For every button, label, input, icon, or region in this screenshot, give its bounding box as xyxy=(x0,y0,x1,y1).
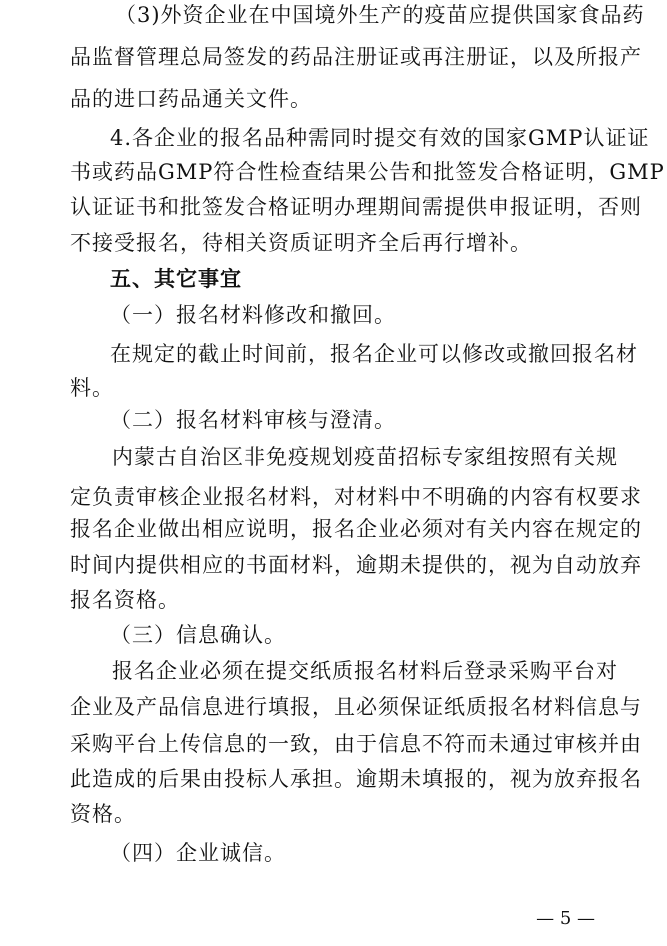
text-line: 采购平台上传信息的一致，由于信息不符而未通过审核并由 xyxy=(70,732,642,756)
text-line: 不接受报名，待相关资质证明齐全后再行增补。 xyxy=(70,231,532,255)
text-line: 内蒙古自治区非免疫规划疫苗招标专家组按照有关规 xyxy=(112,445,618,469)
subsection-heading: （一）报名材料修改和撤回。 xyxy=(110,303,396,327)
text-line: 报名企业做出相应说明，报名企业必须对有关内容在规定的 xyxy=(70,517,642,541)
text-line: 在规定的截止时间前，报名企业可以修改或撤回报名材 xyxy=(110,342,638,366)
text-line: 书或药品GMP符合性检查结果公告和批签发合格证明，GMP xyxy=(70,160,665,184)
text-line: （3)外资企业在中国境外生产的疫苗应提供国家食品药 xyxy=(115,3,645,27)
text-line: 时间内提供相应的书面材料，逾期未提供的，视为自动放弃 xyxy=(70,553,642,577)
page-number: — 5 — xyxy=(536,908,595,929)
text-line: 品的进口药品通关文件。 xyxy=(70,87,312,111)
text-line: 认证证书和批签发合格证明办理期间需提供申报证明，否则 xyxy=(70,195,642,219)
text-line: 报名资格。 xyxy=(70,588,180,612)
subsection-heading: （三）信息确认。 xyxy=(110,623,286,647)
text-line: 定负责审核企业报名材料，对材料中不明确的内容有权要求 xyxy=(70,485,642,509)
text-line: 品监督管理总局签发的药品注册证或再注册证，以及所报产 xyxy=(70,45,642,69)
text-line: 4.各企业的报名品种需同时提交有效的国家GMP认证证 xyxy=(110,126,650,150)
text-line: 企业及产品信息进行填报，且必须保证纸质报名材料信息与 xyxy=(70,695,642,719)
section-heading: 五、其它事宜 xyxy=(110,267,242,291)
subsection-heading: （二）报名材料审核与澄清。 xyxy=(110,408,396,432)
text-line: 报名企业必须在提交纸质报名材料后登录采购平台对 xyxy=(112,659,618,683)
text-line: 资格。 xyxy=(70,802,136,826)
text-line: 此造成的后果由投标人承担。逾期未填报的，视为放弃报名 xyxy=(70,767,642,791)
subsection-heading: （四）企业诚信。 xyxy=(110,841,286,865)
text-line: 料。 xyxy=(70,376,114,400)
